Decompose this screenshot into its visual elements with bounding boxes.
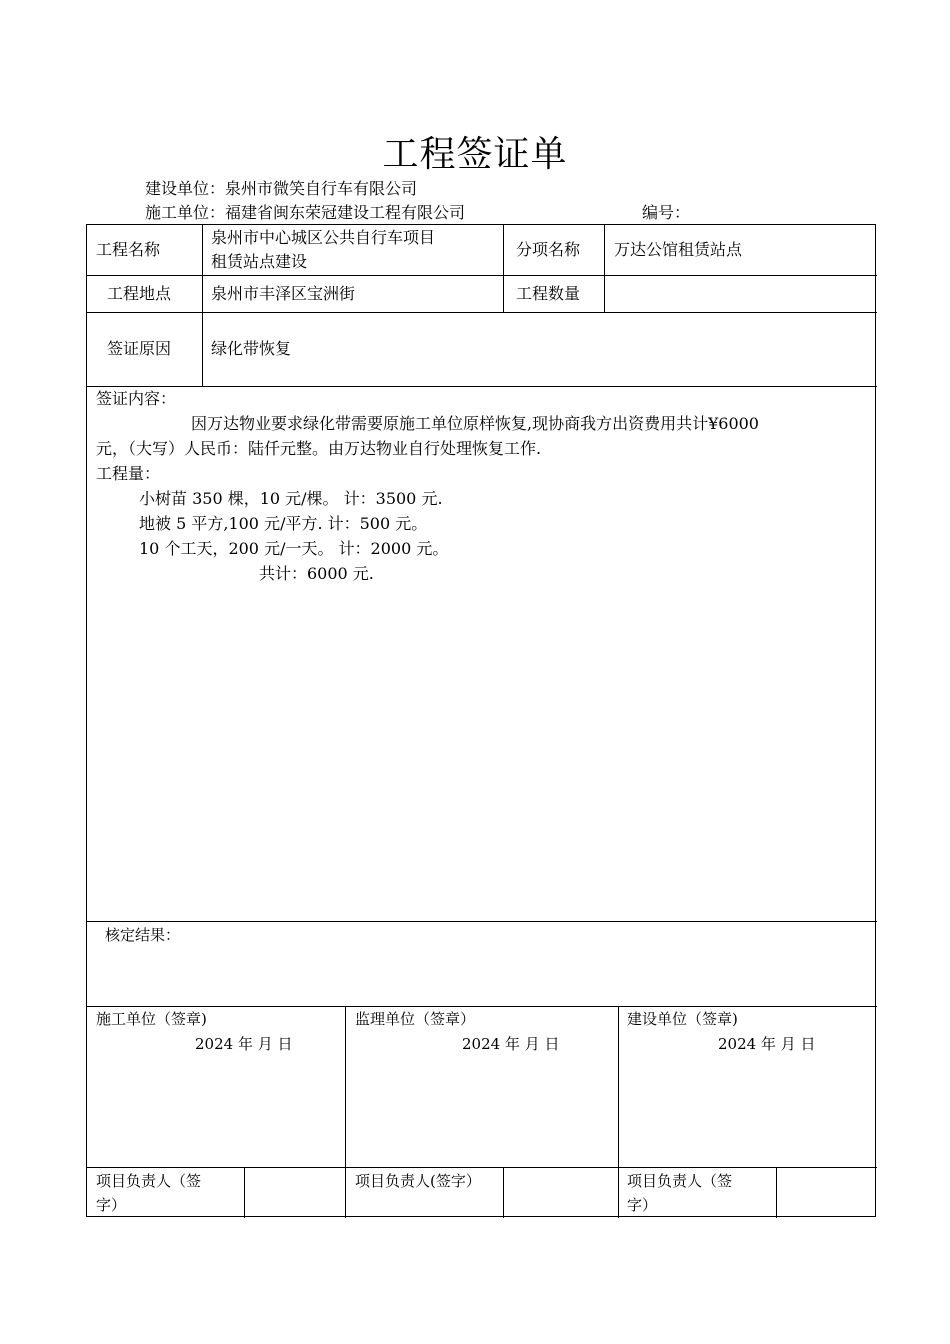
supervision-seal-date: 2024 年 月 日 <box>462 1035 560 1053</box>
quantity-label: 工程数量 <box>516 284 581 303</box>
location-label: 工程地点 <box>107 284 172 303</box>
col-divider <box>503 225 504 312</box>
content-paragraph-line2: 元，（大写）人民币：陆仟元整。由万达物业自行处理恢复工作. <box>96 439 542 458</box>
document-title: 工程签证单 <box>382 134 568 175</box>
sub-item-label: 分项名称 <box>516 240 581 259</box>
responsible-middle: 项目负责人(签字） <box>355 1172 481 1190</box>
builder-seal-date: 2024 年 月 日 <box>718 1035 816 1053</box>
row-divider <box>87 1167 877 1168</box>
responsible-right-line1: 项目负责人（签 <box>627 1172 733 1190</box>
col-divider <box>618 1006 619 1218</box>
responsible-left-line1: 项目负责人（签 <box>96 1172 202 1190</box>
content-paragraph-line1: 因万达物业要求绿化带需要原施工单位原样恢复,现协商我方出资费用共计¥6000 <box>191 414 759 433</box>
col-divider <box>776 1167 777 1218</box>
row-divider <box>87 921 877 922</box>
construction-seal-label: 施工单位（签章) <box>96 1010 207 1028</box>
construction-unit: 施工单位：福建省闽东荣冠建设工程有限公司 <box>145 203 466 222</box>
responsible-right-line2: 字） <box>627 1196 658 1214</box>
quantity-heading: 工程量： <box>96 464 161 483</box>
project-name-label: 工程名称 <box>96 240 161 259</box>
supervision-seal-label: 监理单位（签章） <box>355 1010 476 1028</box>
reason-value: 绿化带恢复 <box>211 339 292 358</box>
builder-seal-label: 建设单位（签章) <box>627 1010 738 1028</box>
col-divider <box>202 225 203 386</box>
row-divider <box>87 312 877 313</box>
location-value: 泉州市丰泽区宝洲街 <box>211 284 356 303</box>
col-divider <box>604 225 605 312</box>
construction-seal-date: 2024 年 月 日 <box>195 1035 293 1053</box>
project-name-line2: 租赁站点建设 <box>211 252 308 271</box>
col-divider <box>244 1167 245 1218</box>
sub-item-value: 万达公馆租赁站点 <box>614 240 743 259</box>
serial-label: 编号： <box>642 203 691 222</box>
row-divider <box>87 386 877 387</box>
row-divider <box>87 275 877 276</box>
col-divider <box>503 1167 504 1218</box>
content-label: 签证内容： <box>96 389 177 408</box>
visa-form-table <box>86 224 876 1217</box>
reason-label: 签证原因 <box>107 339 172 358</box>
quantity-item: 小树苗 350 棵，10 元/棵。 计：3500 元. <box>139 489 443 508</box>
responsible-left-line2: 字） <box>96 1196 127 1214</box>
quantity-item: 地被 5 平方,100 元/平方. 计：500 元。 <box>139 514 428 533</box>
quantity-item: 10 个工天，200 元/一天。 计：2000 元。 <box>139 539 449 558</box>
builder-unit: 建设单位：泉州市微笑自行车有限公司 <box>145 179 418 198</box>
project-name-line1: 泉州市中心城区公共自行车项目 <box>211 228 436 247</box>
total-amount: 共计：6000 元. <box>259 564 374 583</box>
verify-result-label: 核定结果： <box>105 926 181 944</box>
col-divider <box>345 1006 346 1218</box>
